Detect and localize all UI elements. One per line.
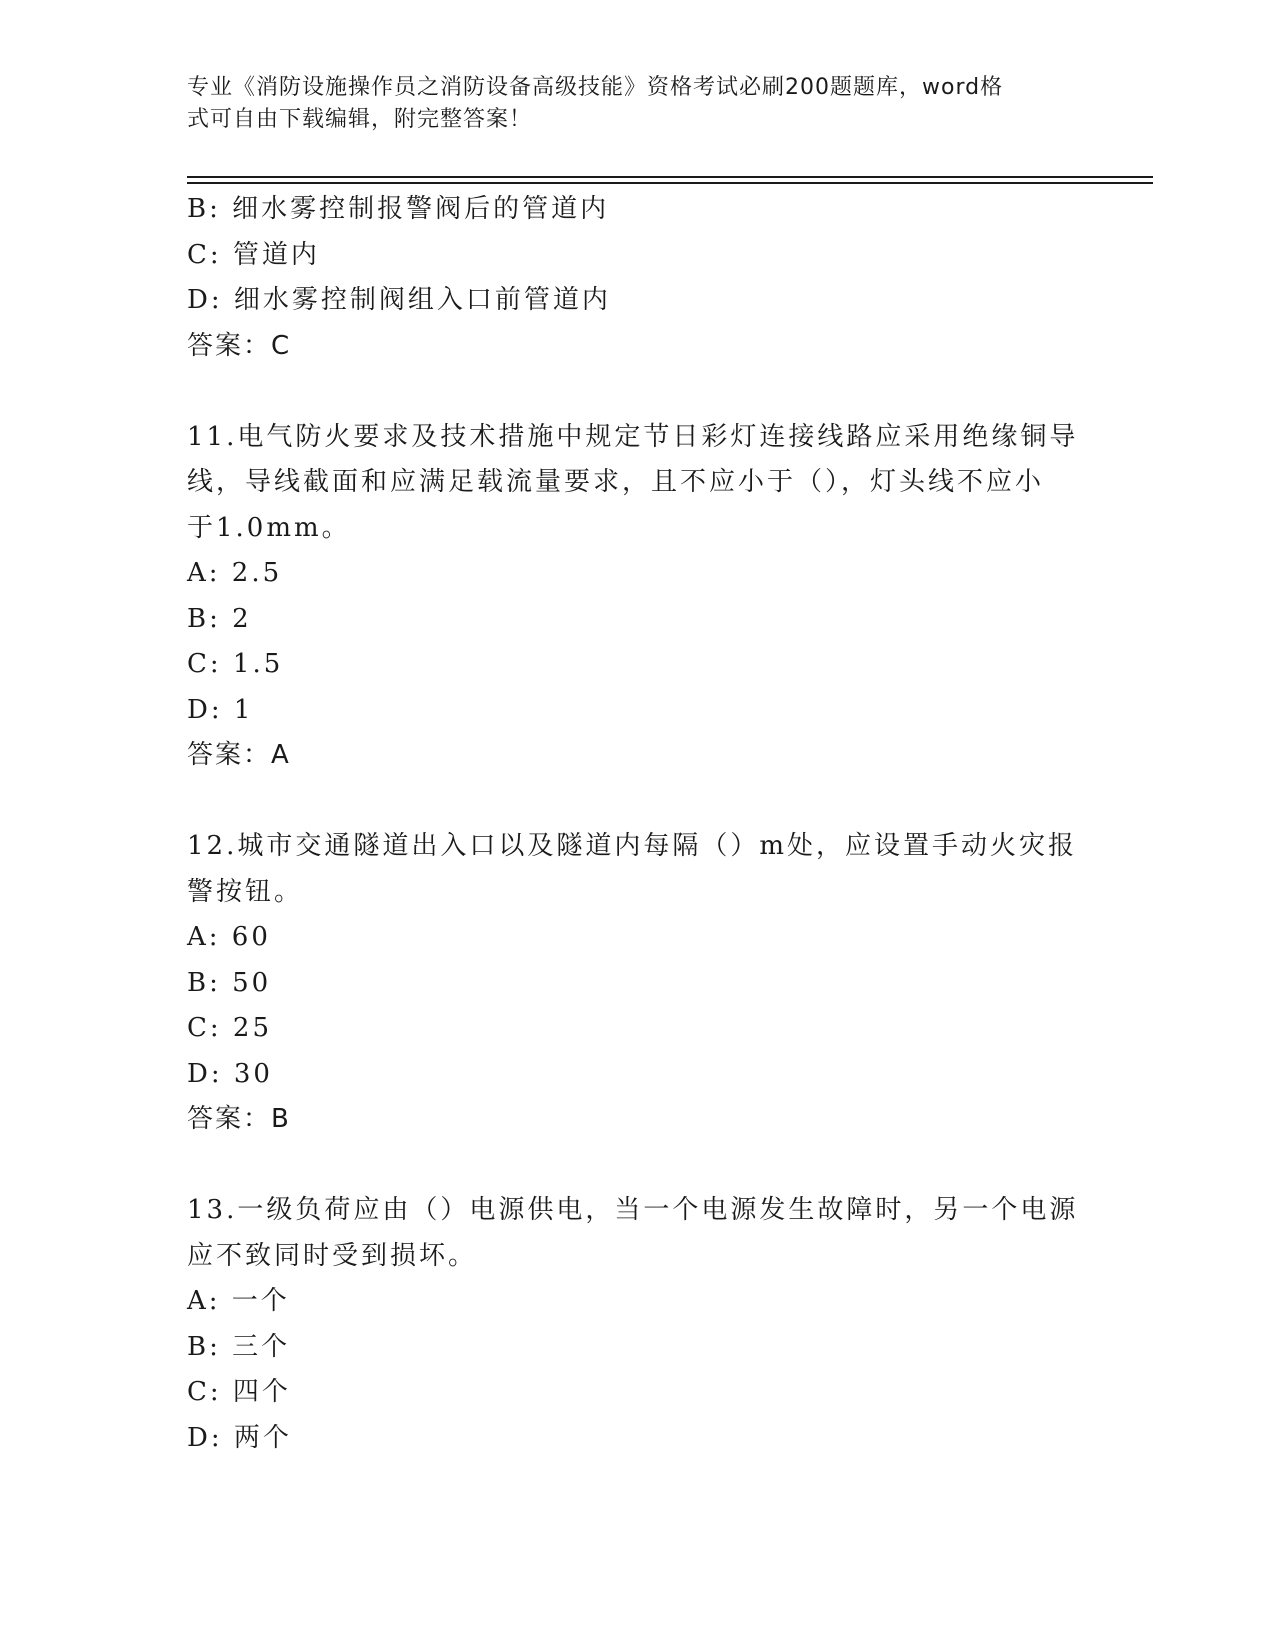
- question-11: [187, 415, 1087, 779]
- option-c: C: 管道内: [187, 239, 320, 270]
- question-stem-line: 应不致同时受到损坏。: [187, 1240, 478, 1271]
- header-divider-top: [187, 176, 1153, 178]
- question-13: [187, 1188, 1087, 1461]
- answer-label: 答案：C: [187, 330, 292, 361]
- option-c: C: 1.5: [187, 649, 284, 679]
- option-d: D: 细水雾控制阀组入口前管道内: [187, 285, 611, 315]
- option-d: D: 两个: [187, 1422, 292, 1453]
- question-12: [187, 824, 1087, 1143]
- spacer: [187, 369, 1087, 415]
- question-list: [187, 187, 1087, 1461]
- option-d: D: 1: [187, 694, 254, 725]
- option-b: B: 2: [187, 603, 252, 634]
- option-b: B: 50: [187, 967, 272, 998]
- option-a: A: 60: [187, 922, 271, 952]
- document-header: [187, 72, 1067, 136]
- header-divider-bottom: [187, 182, 1153, 184]
- question-stem-line: 于1.0mm。: [187, 512, 351, 543]
- question-stem-line: 警按钮。: [187, 876, 304, 907]
- option-d: D: 30: [187, 1058, 273, 1089]
- option-b: B: 三个: [187, 1331, 291, 1362]
- answer-label: 答案：B: [187, 1104, 291, 1134]
- answer-label: 答案：A: [187, 740, 291, 770]
- option-b: B: 细水雾控制报警阀后的管道内: [187, 194, 610, 224]
- question-10-remainder: [187, 187, 1087, 369]
- spacer: [187, 1143, 1087, 1189]
- question-stem-line: 11.电气防火要求及技术措施中规定节日彩灯连接线路应采用绝缘铜导: [187, 421, 1079, 452]
- spacer: [187, 779, 1087, 825]
- option-c: C: 四个: [187, 1377, 291, 1407]
- option-c: C: 25: [187, 1013, 273, 1043]
- question-stem-line: 线，导线截面和应满足载流量要求，且不应小于（），灯头线不应小: [187, 467, 1045, 497]
- option-a: A: 2.5: [187, 558, 283, 588]
- question-stem-line: 12.城市交通隧道出入口以及隧道内每隔（）m处，应设置手动火灾报: [187, 831, 1078, 861]
- question-stem-line: 13.一级负荷应由（）电源供电，当一个电源发生故障时，另一个电源: [187, 1195, 1079, 1225]
- header-line-1: 专业《消防设施操作员之消防设备高级技能》资格考试必刷200题题库，word格: [187, 75, 1004, 100]
- header-line-2: 式可自由下载编辑，附完整答案！: [187, 107, 533, 132]
- option-a: A: 一个: [187, 1286, 290, 1316]
